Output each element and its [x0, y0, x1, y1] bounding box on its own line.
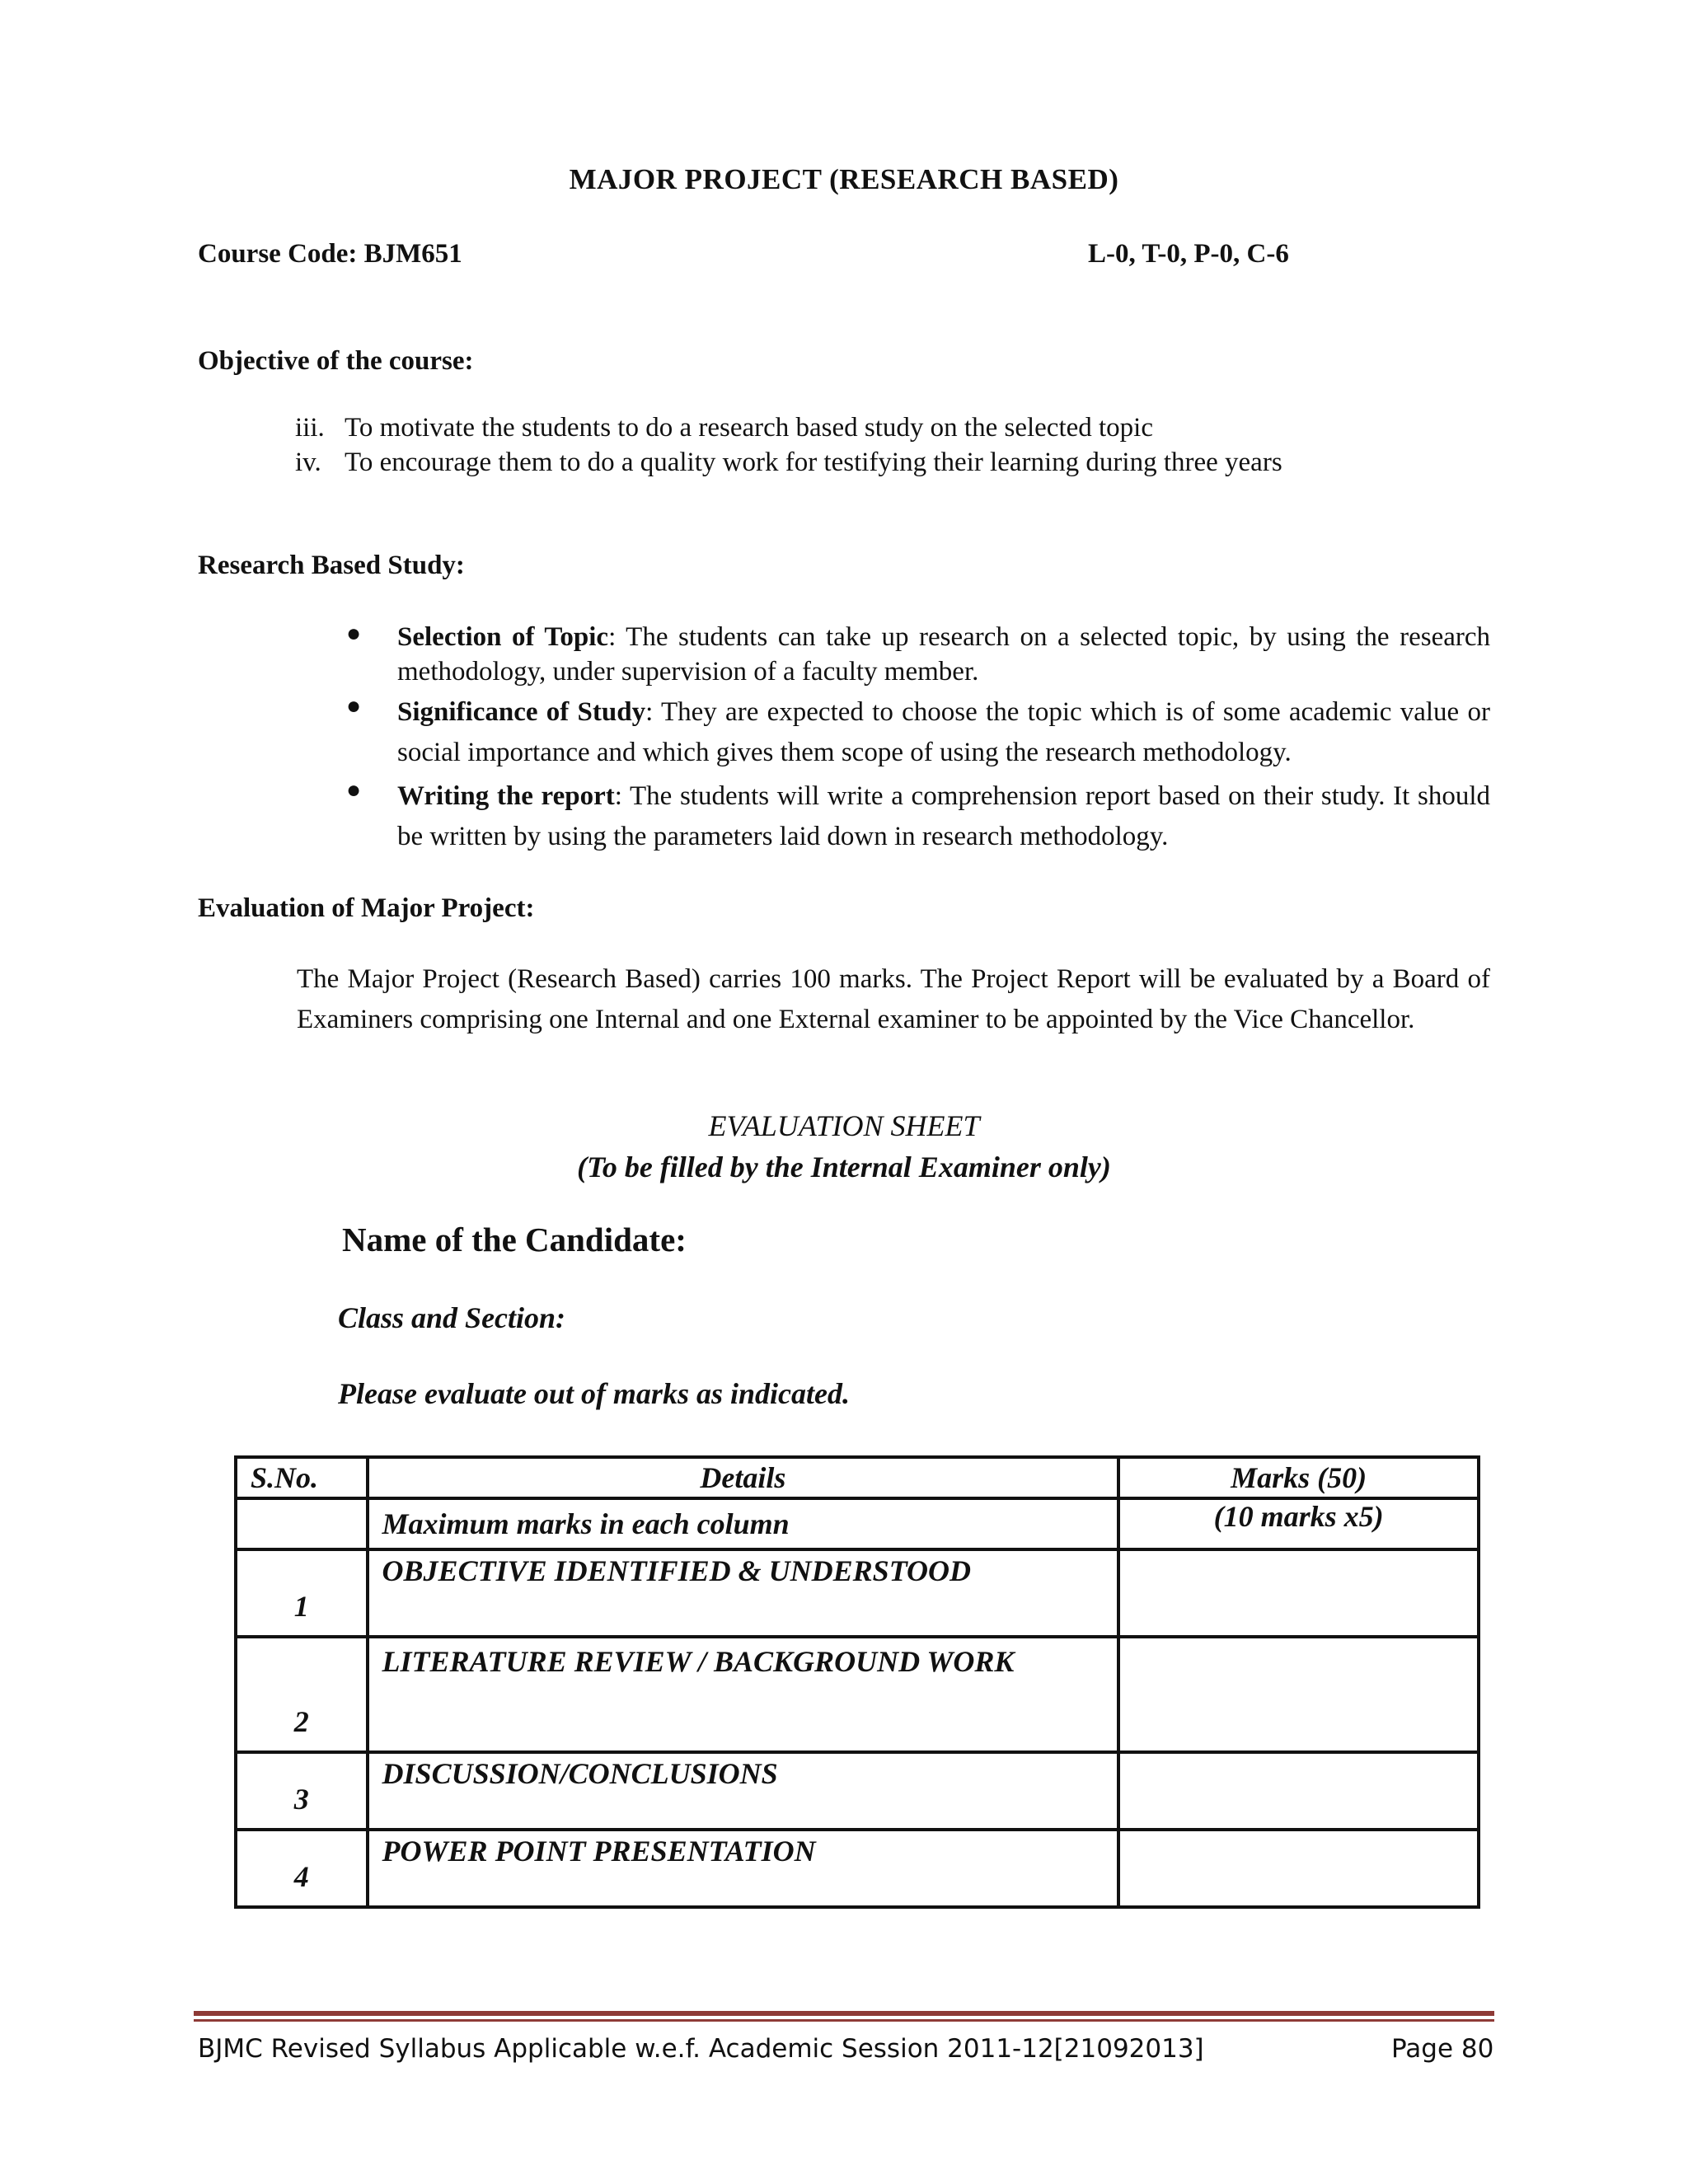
class-section-label: Class and Section:	[338, 1301, 566, 1334]
instruction-text: Please evaluate out of marks as indicated.	[338, 1377, 850, 1410]
marks-cell[interactable]	[1118, 1752, 1479, 1830]
footer-rule	[194, 2011, 1494, 2016]
bullet-icon: ●	[346, 620, 362, 647]
list-item: ● Significance of Study: They are expected to choose the topic which is of some academic value or social importance and which gives them scope of using the research methodology.	[346, 692, 1490, 767]
table-header-row	[236, 1457, 1479, 1498]
credit-structure: L-0, T-0, P-0, C-6	[1088, 239, 1289, 269]
evaluation-heading: Evaluation of Major Project:	[198, 893, 535, 923]
row-number: 1	[236, 1549, 368, 1637]
course-code: Course Code: BJM651	[198, 239, 462, 269]
row-details: OBJECTIVE IDENTIFIED & UNDERSTOOD	[368, 1549, 1119, 1637]
row-number: 2	[236, 1637, 368, 1752]
footer-text: BJMC Revised Syllabus Applicable w.e.f. Academic Session 2011-12[21092013]	[198, 2034, 1204, 2064]
row-details: DISCUSSION/CONCLUSIONS	[368, 1752, 1119, 1830]
header-sno: S.No.	[236, 1457, 368, 1498]
page-number: Page 80	[1391, 2034, 1494, 2064]
sheet-subtitle: (To be filled by the Internal Examiner only)	[577, 1151, 1111, 1183]
bullet-icon: ●	[346, 776, 362, 804]
table-subheader-row	[236, 1498, 1479, 1549]
research-bullet-list	[346, 620, 1490, 860]
list-item: iii. To motivate the students to do a research based study on the selected topic	[295, 413, 1153, 443]
row-details: POWER POINT PRESENTATION	[368, 1830, 1119, 1907]
evaluation-paragraph: The Major Project (Research Based) carries 100 marks. The Project Report will be evaluated by a Board of Examiners comprising one Internal and one External examiner to be appointed by the Vice Chancellor.	[297, 964, 1490, 1034]
candidate-label: Name of the Candidate:	[342, 1221, 687, 1258]
list-item: ● Selection of Topic: The students can take up research on a selected topic, by using the research methodology, under supervision of a faculty member.	[346, 620, 1490, 687]
marks-cell[interactable]	[1118, 1549, 1479, 1637]
page-title: MAJOR PROJECT (RESEARCH BASED)	[569, 163, 1119, 195]
list-item: iv. To encourage them to do a quality work for testifying their learning during three years	[295, 448, 1282, 477]
evaluation-table	[234, 1455, 1480, 1909]
marks-cell[interactable]	[1118, 1830, 1479, 1907]
marks-cell[interactable]	[1118, 1637, 1479, 1752]
row-details: LITERATURE REVIEW / BACKGROUND WORK	[368, 1637, 1119, 1752]
table-cell	[236, 1498, 368, 1549]
table-row	[236, 1637, 1479, 1752]
research-heading: Research Based Study:	[198, 551, 465, 580]
objective-list	[295, 410, 1282, 480]
header-details: Details	[368, 1457, 1119, 1498]
objective-heading: Objective of the course:	[198, 346, 474, 376]
table-row	[236, 1549, 1479, 1637]
row-number: 3	[236, 1752, 368, 1830]
max-marks-label: Maximum marks in each column	[368, 1498, 1119, 1549]
list-item: ● Writing the report: The students will write a comprehension report based on their study. It should be written by using the parameters laid down in research methodology.	[346, 776, 1490, 851]
table-row	[236, 1830, 1479, 1907]
row-number: 4	[236, 1830, 368, 1907]
bullet-icon: ●	[346, 692, 362, 719]
table-row	[236, 1752, 1479, 1830]
footer-rule-thin	[194, 2019, 1494, 2022]
header-marks: Marks (50)	[1118, 1457, 1479, 1498]
max-marks-value: (10 marks x5)	[1118, 1498, 1479, 1549]
sheet-title: EVALUATION SHEET	[708, 1109, 980, 1142]
